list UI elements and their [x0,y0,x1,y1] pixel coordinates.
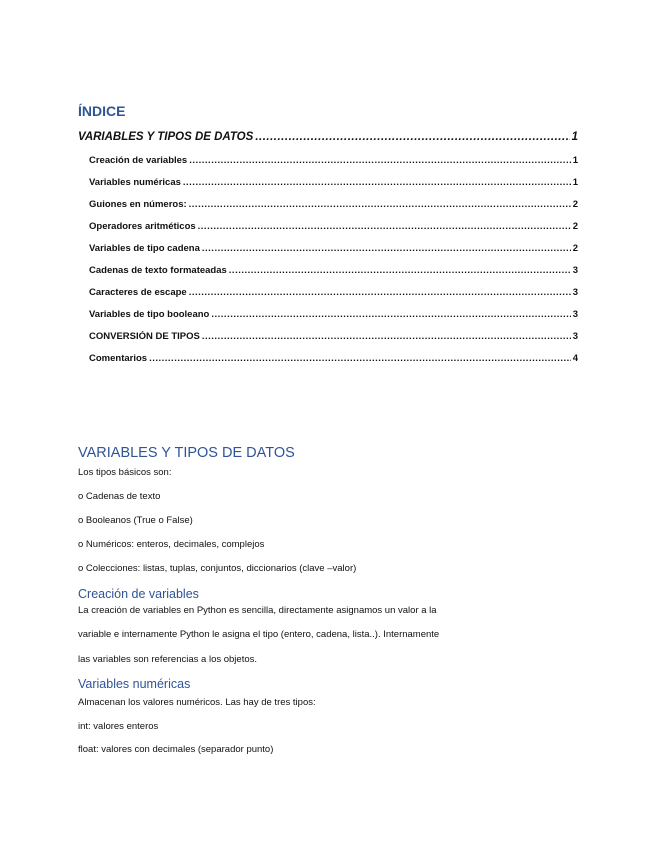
toc-page-number: 1 [572,177,578,188]
section-heading-variables: VARIABLES Y TIPOS DE DATOS [78,445,295,461]
toc-entry-label: Variables de tipo cadena [89,243,200,254]
toc-entry[interactable] [89,309,578,320]
list-item: o Booleanos (True o False) [78,515,193,526]
toc-entry-label: Operadores aritméticos [89,221,196,232]
toc-entry-label: Creación de variables [89,155,188,166]
list-item: o Numéricos: enteros, decimales, complejos [78,539,265,550]
toc-dot-leader [229,265,571,276]
toc-dot-leader [183,177,571,188]
toc-entry[interactable] [89,155,578,166]
toc-dot-leader [255,131,569,143]
list-item: o Cadenas de texto [78,491,161,502]
toc-page-number: 1 [572,155,578,166]
toc-dot-leader [149,353,571,364]
toc-entry-label: Cadenas de texto formateadas [89,265,227,276]
toc-page-number: 2 [572,243,578,254]
toc-dot-leader [189,155,570,166]
toc-entry[interactable] [89,243,578,254]
toc-entry[interactable] [89,331,578,342]
toc-dot-leader [189,199,571,210]
toc-entry[interactable] [89,199,578,210]
toc-entry[interactable] [89,221,578,232]
paragraph-line: int: valores enteros [78,721,159,732]
toc-page-number: 2 [572,199,578,210]
paragraph-line: Almacenan los valores numéricos. Las hay de tres tipos: [78,697,316,708]
toc-entry-label: VARIABLES Y TIPOS DE DATOS [78,131,254,143]
paragraph-line: La creación de variables en Python es sencilla, directamente asignamos un valor a la [78,605,437,616]
toc-page-number: 3 [572,331,578,342]
toc-dot-leader [198,221,571,232]
toc-page-number: 3 [572,265,578,276]
toc-page-number: 4 [572,353,578,364]
toc-entry-label: CONVERSIÓN DE TIPOS [89,331,200,342]
section-heading-creacion: Creación de variables [78,587,199,601]
toc-entry-label: Variables de tipo booleano [89,309,210,320]
toc-page-number: 2 [572,221,578,232]
paragraph-line: las variables son referencias a los objetos. [78,654,258,665]
toc-entry[interactable] [78,131,578,143]
toc-entry[interactable] [89,353,578,364]
toc-entry[interactable] [89,177,578,188]
toc-page-number: 1 [571,131,578,143]
toc-page-number: 3 [572,309,578,320]
toc-entry-label: Variables numéricas [89,177,181,188]
paragraph: Los tipos básicos son: [78,467,172,478]
paragraph-line: float: valores con decimales (separador punto) [78,744,274,755]
toc-page-number: 3 [572,287,578,298]
section-heading-numericas: Variables numéricas [78,677,191,691]
toc-dot-leader [211,309,570,320]
toc-dot-leader [189,287,571,298]
toc-entry-label: Guiones en números: [89,199,187,210]
paragraph-line: variable e internamente Python le asigna el tipo (entero, cadena, lista..). Internamente [78,629,440,640]
toc-title: ÍNDICE [78,103,126,119]
toc-entry-label: Comentarios [89,353,148,364]
toc-entry-label: Caracteres de escape [89,287,187,298]
toc-entry[interactable] [89,287,578,298]
toc-dot-leader [202,243,571,254]
list-item: o Colecciones: listas, tuplas, conjuntos, diccionarios (clave –valor) [78,563,357,574]
toc-dot-leader [202,331,571,342]
toc-entry[interactable] [89,265,578,276]
